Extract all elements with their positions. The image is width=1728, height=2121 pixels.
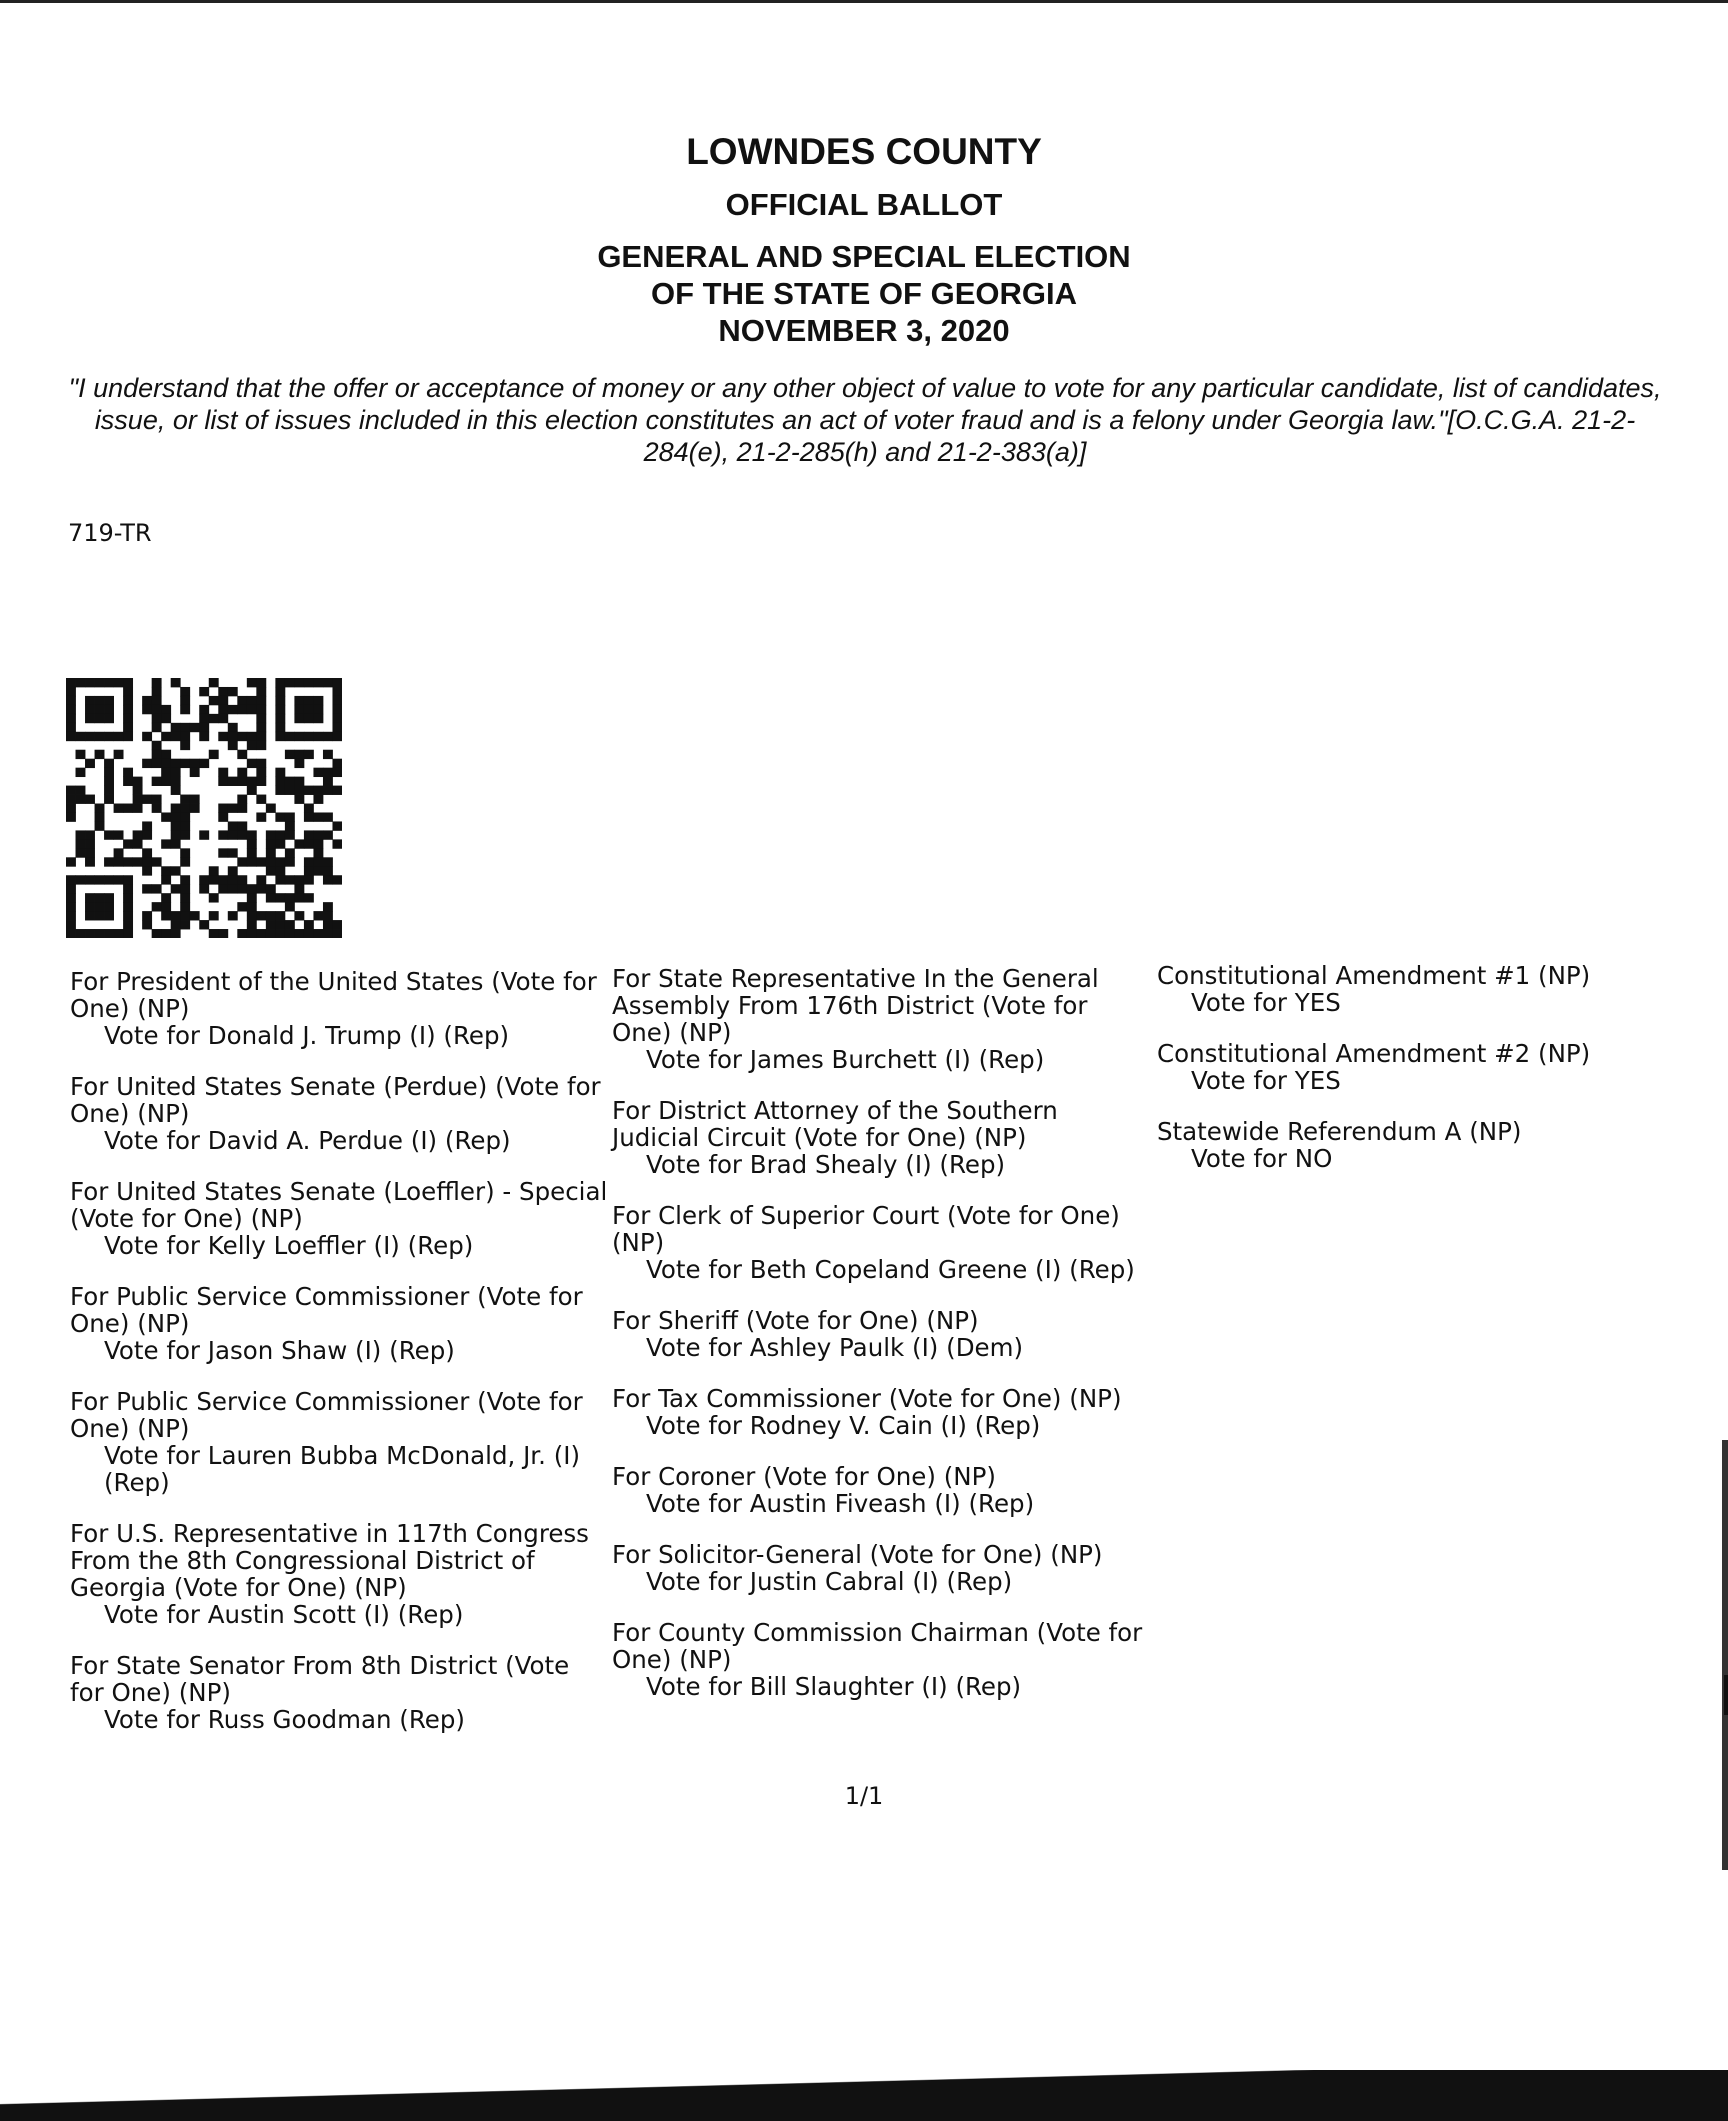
contest-choice: Vote for Justin Cabral (I) (Rep) bbox=[646, 1567, 1013, 1596]
election-line-1: GENERAL AND SPECIAL ELECTION bbox=[597, 239, 1131, 274]
ballot-code: 719-TR bbox=[68, 519, 152, 547]
contest-column-1 bbox=[70, 968, 610, 1757]
contest-title: For Public Service Commissioner (Vote for One) (NP) bbox=[70, 1387, 583, 1443]
contest-psc-2 bbox=[70, 1388, 610, 1496]
contest-county-commission-chairman bbox=[612, 1619, 1152, 1700]
contest-choice: Vote for Jason Shaw (I) (Rep) bbox=[104, 1336, 455, 1365]
contest-title: For State Representative In the General Assembly From 176th District (Vote for One) (NP) bbox=[612, 964, 1099, 1047]
contest-title: For U.S. Representative in 117th Congress From the 8th Congressional District of Georgia (Vote for One) (NP) bbox=[70, 1519, 589, 1602]
contest-title: For District Attorney of the Southern Judicial Circuit (Vote for One) (NP) bbox=[612, 1096, 1058, 1152]
contest-coroner bbox=[612, 1463, 1152, 1517]
contest-choice: Vote for Donald J. Trump (I) (Rep) bbox=[104, 1021, 510, 1050]
scan-edge-bottom bbox=[0, 2070, 1728, 2121]
contest-choice: Vote for NO bbox=[1191, 1144, 1333, 1173]
contest-title: For Solicitor-General (Vote for One) (NP) bbox=[612, 1540, 1103, 1569]
contest-state-representative bbox=[612, 965, 1152, 1073]
contest-us-representative bbox=[70, 1520, 610, 1628]
ballot-type: OFFICIAL BALLOT bbox=[725, 187, 1003, 222]
page-number: 1/1 bbox=[844, 1782, 884, 1810]
contest-title: For United States Senate (Perdue) (Vote for One) (NP) bbox=[70, 1072, 601, 1128]
contest-solicitor-general bbox=[612, 1541, 1152, 1595]
contest-district-attorney bbox=[612, 1097, 1152, 1178]
scan-mark bbox=[1724, 1675, 1728, 1715]
contest-choice: Vote for Austin Fiveash (I) (Rep) bbox=[646, 1489, 1035, 1518]
contest-senate-loeffler bbox=[70, 1178, 610, 1259]
contest-title: For Public Service Commissioner (Vote for One) (NP) bbox=[70, 1282, 583, 1338]
contest-choice: Vote for Bill Slaughter (I) (Rep) bbox=[646, 1672, 1022, 1701]
contest-choice: Vote for Lauren Bubba McDonald, Jr. (I) (Rep) bbox=[104, 1441, 581, 1497]
election-date: NOVEMBER 3, 2020 bbox=[718, 313, 1010, 348]
contest-clerk-superior-court bbox=[612, 1202, 1152, 1283]
scan-edge bbox=[1722, 1440, 1728, 1870]
contest-choice: Vote for Rodney V. Cain (I) (Rep) bbox=[646, 1411, 1041, 1440]
contest-choice: Vote for Russ Goodman (Rep) bbox=[104, 1705, 465, 1734]
contest-amendment-2 bbox=[1157, 1040, 1717, 1094]
contest-choice: Vote for YES bbox=[1191, 988, 1341, 1017]
contest-title: Constitutional Amendment #2 (NP) bbox=[1157, 1039, 1591, 1068]
contest-choice: Vote for Beth Copeland Greene (I) (Rep) bbox=[646, 1255, 1135, 1284]
contest-column-2 bbox=[612, 965, 1152, 1724]
page-border bbox=[0, 0, 1728, 3]
contest-title: For Sheriff (Vote for One) (NP) bbox=[612, 1306, 979, 1335]
contest-choice: Vote for James Burchett (I) (Rep) bbox=[646, 1045, 1045, 1074]
contest-referendum-a bbox=[1157, 1118, 1717, 1172]
election-title bbox=[0, 238, 1728, 349]
contest-choice: Vote for Brad Shealy (I) (Rep) bbox=[646, 1150, 1006, 1179]
contest-tax-commissioner bbox=[612, 1385, 1152, 1439]
contest-sheriff bbox=[612, 1307, 1152, 1361]
contest-choice: Vote for Kelly Loeffler (I) (Rep) bbox=[104, 1231, 474, 1260]
county-title: LOWNDES COUNTY bbox=[686, 131, 1042, 172]
contest-title: For President of the United States (Vote for One) (NP) bbox=[70, 967, 597, 1023]
contest-state-senator bbox=[70, 1652, 610, 1733]
contest-column-3 bbox=[1157, 962, 1717, 1196]
contest-title: For United States Senate (Loeffler) - Special (Vote for One) (NP) bbox=[70, 1177, 608, 1233]
contest-choice: Vote for Ashley Paulk (I) (Dem) bbox=[646, 1333, 1024, 1362]
contest-choice: Vote for Austin Scott (I) (Rep) bbox=[104, 1600, 464, 1629]
contest-title: For County Commission Chairman (Vote for One) (NP) bbox=[612, 1618, 1143, 1674]
contest-title: Statewide Referendum A (NP) bbox=[1157, 1117, 1522, 1146]
contest-choice: Vote for David A. Perdue (I) (Rep) bbox=[104, 1126, 511, 1155]
contest-title: For Tax Commissioner (Vote for One) (NP) bbox=[612, 1384, 1122, 1413]
ballot-header bbox=[0, 130, 1728, 349]
qr-code-icon bbox=[66, 678, 342, 938]
election-line-2: OF THE STATE OF GEORGIA bbox=[651, 276, 1077, 311]
contest-president bbox=[70, 968, 610, 1049]
contest-title: Constitutional Amendment #1 (NP) bbox=[1157, 961, 1591, 990]
contest-choice: Vote for YES bbox=[1191, 1066, 1341, 1095]
voter-fraud-oath: "I understand that the offer or acceptance of money or any other object of value to vote for any particular candidate, list of candidates, issue, or list of issues included in this election constitutes an act of voter fraud and is a felony under Georgia law."[O.C.G.A. 21-2-284(e), 21-2-285(h) and 21-2-383(a)] bbox=[68, 373, 1662, 467]
contest-senate-perdue bbox=[70, 1073, 610, 1154]
contest-title: For Coroner (Vote for One) (NP) bbox=[612, 1462, 996, 1491]
contest-psc-1 bbox=[70, 1283, 610, 1364]
contest-list bbox=[0, 961, 1728, 1734]
contest-amendment-1 bbox=[1157, 962, 1717, 1016]
contest-title: For State Senator From 8th District (Vote for One) (NP) bbox=[70, 1651, 570, 1707]
contest-title: For Clerk of Superior Court (Vote for One) (NP) bbox=[612, 1201, 1120, 1257]
